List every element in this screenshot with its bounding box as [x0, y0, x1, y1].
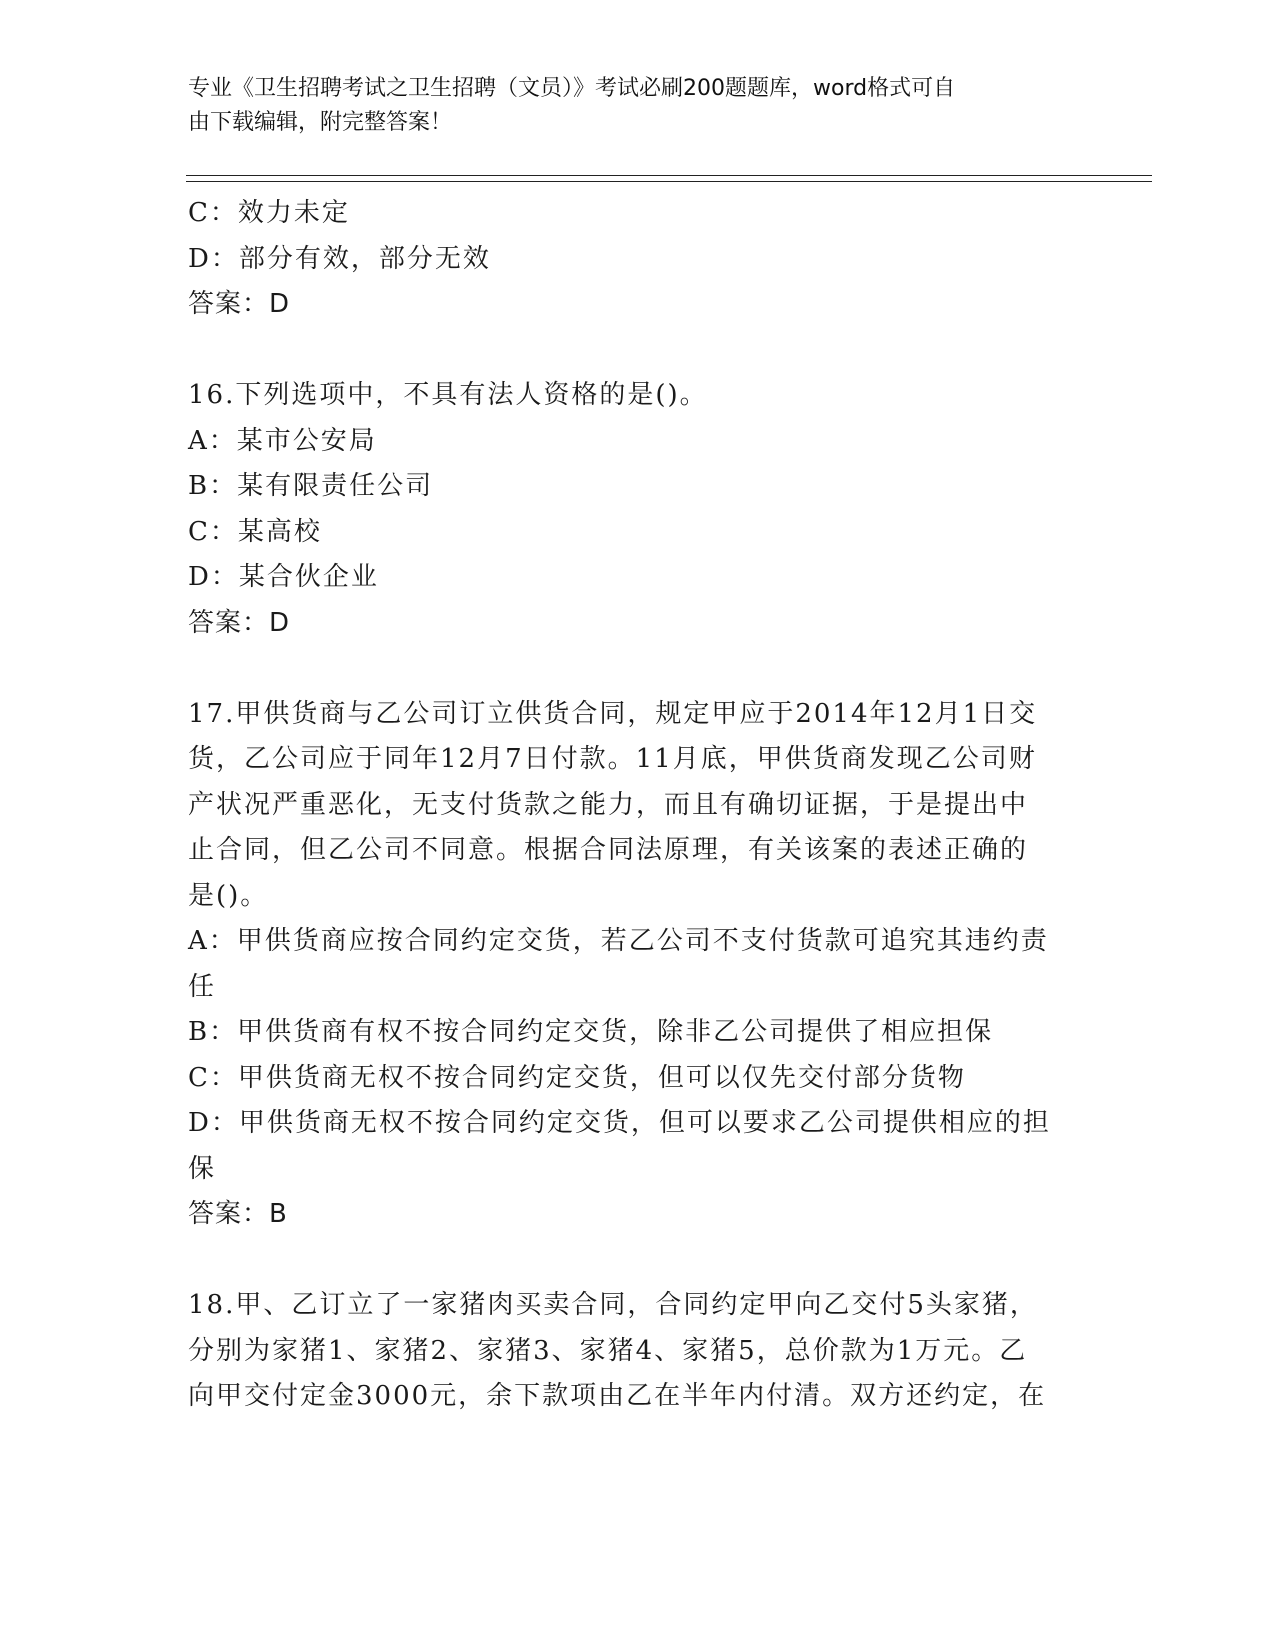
header-rule-bottom	[186, 181, 1152, 182]
question-stem-line: 18.甲、乙订立了一家猪肉买卖合同，合同约定甲向乙交付5头家猪，	[188, 1290, 1038, 1320]
option-line: C：甲供货商无权不按合同约定交货，但可以仅先交付部分货物	[188, 1062, 966, 1093]
header-line-1: 专业《卫生招聘考试之卫生招聘（文员）》考试必刷200题题库，word格式可自	[188, 76, 956, 101]
spacer	[188, 1238, 1078, 1284]
option-line: A：某市公安局	[188, 425, 377, 456]
option-line: B：某有限责任公司	[188, 471, 434, 501]
question-stem-line: 是()。	[188, 880, 269, 911]
option-line: D：甲供货商无权不按合同约定交货，但可以要求乙公司提供相应的担	[188, 1108, 1051, 1138]
option-line: C：某高校	[188, 516, 322, 547]
question-16	[188, 373, 1078, 646]
option-line: C：效力未定	[188, 198, 350, 228]
question-17	[188, 692, 1078, 1238]
question-stem-line: 17.甲供货商与乙公司订立供货合同，规定甲应于2014年12月1日交	[188, 698, 1038, 729]
option-line: A：甲供货商应按合同约定交货，若乙公司不支付货款可追究其违约责	[188, 926, 1049, 956]
question-stem-line: 产状况严重恶化，无支付货款之能力，而且有确切证据，于是提出中	[188, 789, 1029, 820]
question-prev	[188, 191, 1078, 328]
document-body	[188, 191, 1078, 1420]
answer-line: 答案：D	[188, 289, 291, 319]
option-line: 任	[188, 971, 217, 1002]
spacer	[188, 328, 1078, 374]
question-stem-line: 16.下列选项中，不具有法人资格的是()。	[188, 380, 708, 410]
option-line: 保	[188, 1153, 217, 1184]
header-rule-top	[186, 175, 1152, 176]
option-line: D：部分有效，部分无效	[188, 243, 491, 274]
answer-line: 答案：B	[188, 1199, 288, 1229]
answer-line: 答案：D	[188, 607, 291, 638]
question-stem-line: 向甲交付定金3000元，余下款项由乙在半年内付清。双方还约定，在	[188, 1381, 1047, 1411]
spacer	[188, 646, 1078, 692]
question-stem-line: 止合同，但乙公司不同意。根据合同法原理，有关该案的表述正确的	[188, 835, 1029, 865]
question-stem-line: 分别为家猪1、家猪2、家猪3、家猪4、家猪5，总价款为1万元。乙	[188, 1335, 1028, 1366]
option-line: D：某合伙企业	[188, 562, 379, 592]
question-18	[188, 1283, 1078, 1420]
option-line: B：甲供货商有权不按合同约定交货，除非乙公司提供了相应担保	[188, 1017, 994, 1047]
header-line-2: 由下载编辑，附完整答案！	[188, 110, 453, 135]
question-stem-line: 货，乙公司应于同年12月7日付款。11月底，甲供货商发现乙公司财	[188, 744, 1037, 774]
document-header	[188, 72, 1068, 140]
